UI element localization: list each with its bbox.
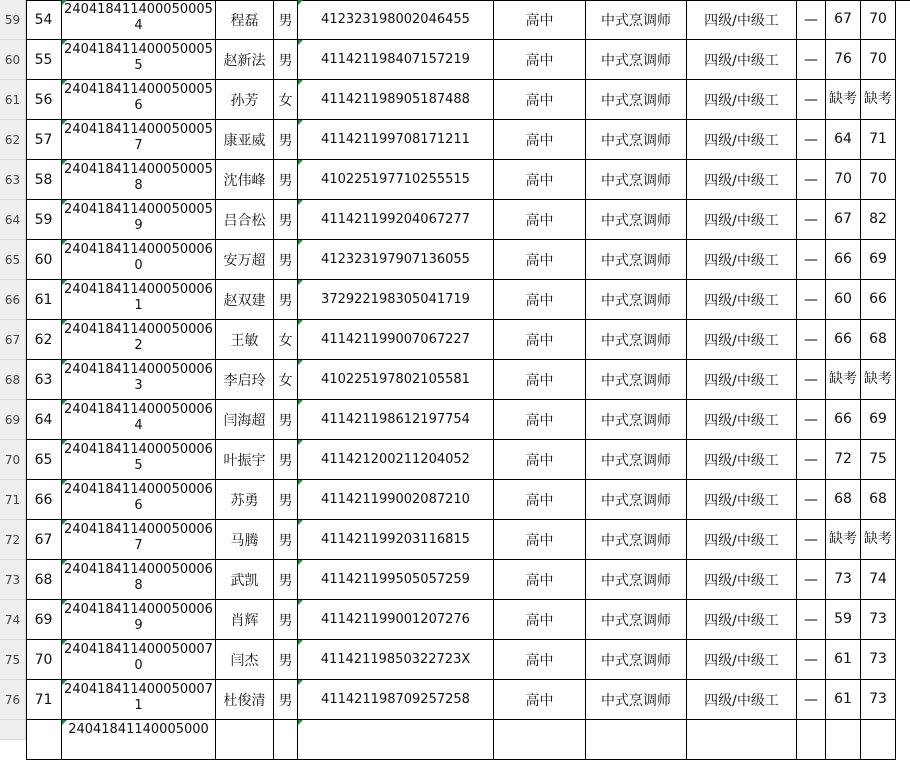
admission-no-cell[interactable]: 2404184114000500070 [62, 640, 216, 680]
gender-cell[interactable]: 男 [274, 0, 298, 40]
seq-cell[interactable]: 64 [26, 400, 62, 440]
theory-score-cell[interactable]: 64 [826, 120, 861, 160]
theory-score-cell[interactable]: 67 [826, 0, 861, 40]
occupation-cell[interactable]: 中式烹调师 [586, 240, 687, 280]
skill-score-cell[interactable]: 69 [861, 400, 896, 440]
theory-score-cell[interactable]: 70 [826, 160, 861, 200]
row-header[interactable] [0, 720, 26, 740]
gender-cell[interactable]: 男 [274, 560, 298, 600]
occupation-cell[interactable]: 中式烹调师 [586, 200, 687, 240]
id-number-cell[interactable]: 411421198905187488 [298, 80, 494, 120]
level-cell[interactable]: 四级/中级工 [687, 680, 797, 720]
dash-cell[interactable]: — [797, 0, 826, 40]
dash-cell[interactable]: — [797, 120, 826, 160]
education-cell[interactable]: 高中 [494, 560, 586, 600]
table-row [26, 240, 910, 280]
name-cell[interactable]: 苏勇 [216, 480, 274, 520]
row-header[interactable]: 62 [0, 120, 26, 160]
table-row [26, 440, 910, 480]
id-number-cell[interactable]: 411421199002087210 [298, 480, 494, 520]
seq-cell[interactable]: 62 [26, 320, 62, 360]
id-number-cell[interactable]: 411421198612197754 [298, 400, 494, 440]
occupation-cell[interactable]: 中式烹调师 [586, 280, 687, 320]
id-number-cell[interactable]: 411421198407157219 [298, 40, 494, 80]
level-cell[interactable]: 四级/中级工 [687, 80, 797, 120]
gender-cell[interactable]: 男 [274, 440, 298, 480]
name-cell[interactable]: 王敏 [216, 320, 274, 360]
id-number-cell[interactable]: 411421199505057259 [298, 560, 494, 600]
skill-score-cell[interactable]: 66 [861, 280, 896, 320]
skill-score-cell[interactable]: 70 [861, 40, 896, 80]
id-number-cell[interactable]: 411421198709257258 [298, 680, 494, 720]
dash-cell[interactable]: — [797, 360, 826, 400]
theory-score-cell[interactable]: 67 [826, 200, 861, 240]
table-row [26, 200, 910, 240]
occupation-cell[interactable]: 中式烹调师 [586, 320, 687, 360]
theory-score-cell[interactable]: 61 [826, 640, 861, 680]
gender-cell[interactable]: 男 [274, 680, 298, 720]
skill-score-cell[interactable]: 70 [861, 0, 896, 40]
gender-cell[interactable]: 男 [274, 520, 298, 560]
name-cell[interactable]: 叶振宇 [216, 440, 274, 480]
dash-cell[interactable]: — [797, 440, 826, 480]
name-cell[interactable]: 吕合松 [216, 200, 274, 240]
level-cell[interactable]: 四级/中级工 [687, 120, 797, 160]
skill-score-cell[interactable]: 74 [861, 560, 896, 600]
table-row [26, 0, 910, 40]
seq-cell[interactable]: 63 [26, 360, 62, 400]
theory-score-cell[interactable]: 缺考 [826, 520, 861, 560]
level-cell[interactable]: 四级/中级工 [687, 200, 797, 240]
skill-score-cell[interactable]: 68 [861, 320, 896, 360]
id-number-cell[interactable]: 411421199203116815 [298, 520, 494, 560]
dash-cell[interactable] [797, 720, 826, 760]
occupation-cell[interactable]: 中式烹调师 [586, 120, 687, 160]
gender-cell[interactable]: 男 [274, 640, 298, 680]
level-cell[interactable]: 四级/中级工 [687, 360, 797, 400]
row-header[interactable]: 76 [0, 680, 26, 720]
level-cell[interactable]: 四级/中级工 [687, 400, 797, 440]
level-cell[interactable]: 四级/中级工 [687, 40, 797, 80]
admission-no-cell[interactable]: 2404184114000500071 [62, 680, 216, 720]
seq-cell[interactable]: 58 [26, 160, 62, 200]
gender-cell[interactable]: 男 [274, 480, 298, 520]
table-row [26, 160, 910, 200]
name-cell[interactable]: 武凯 [216, 560, 274, 600]
gender-cell[interactable]: 男 [274, 160, 298, 200]
dash-cell[interactable]: — [797, 640, 826, 680]
row-header[interactable]: 64 [0, 200, 26, 240]
gender-cell[interactable]: 女 [274, 80, 298, 120]
id-number-cell[interactable] [298, 720, 494, 760]
name-cell[interactable]: 赵新法 [216, 40, 274, 80]
name-cell[interactable]: 肖辉 [216, 600, 274, 640]
name-cell[interactable]: 闫杰 [216, 640, 274, 680]
seq-cell[interactable]: 61 [26, 280, 62, 320]
row-header[interactable]: 60 [0, 40, 26, 80]
level-cell[interactable]: 四级/中级工 [687, 560, 797, 600]
skill-score-cell[interactable]: 缺考 [861, 80, 896, 120]
name-cell[interactable]: 马腾 [216, 520, 274, 560]
occupation-cell[interactable]: 中式烹调师 [586, 360, 687, 400]
education-cell[interactable]: 高中 [494, 80, 586, 120]
occupation-cell[interactable] [586, 720, 687, 760]
table-row [26, 360, 910, 400]
id-number-cell[interactable]: 410225197802105581 [298, 360, 494, 400]
occupation-cell[interactable]: 中式烹调师 [586, 440, 687, 480]
seq-cell[interactable]: 60 [26, 240, 62, 280]
table-row [26, 480, 910, 520]
education-cell[interactable]: 高中 [494, 240, 586, 280]
occupation-cell[interactable]: 中式烹调师 [586, 480, 687, 520]
education-cell[interactable]: 高中 [494, 440, 586, 480]
seq-cell[interactable]: 71 [26, 680, 62, 720]
admission-no-cell[interactable]: 2404184114000500060 [62, 240, 216, 280]
education-cell[interactable]: 高中 [494, 0, 586, 40]
table-row [26, 40, 910, 80]
skill-score-cell[interactable]: 73 [861, 680, 896, 720]
level-cell[interactable]: 四级/中级工 [687, 480, 797, 520]
theory-score-cell[interactable] [826, 720, 861, 760]
level-cell[interactable]: 四级/中级工 [687, 320, 797, 360]
dash-cell[interactable]: — [797, 280, 826, 320]
gender-cell[interactable]: 男 [274, 600, 298, 640]
row-header[interactable]: 66 [0, 280, 26, 320]
admission-no-cell[interactable]: 2404184114000500065 [62, 440, 216, 480]
row-header[interactable]: 74 [0, 600, 26, 640]
education-cell[interactable]: 高中 [494, 640, 586, 680]
table-row [26, 680, 910, 720]
dash-cell[interactable]: — [797, 200, 826, 240]
name-cell[interactable]: 安万超 [216, 240, 274, 280]
table-row [26, 600, 910, 640]
theory-score-cell[interactable]: 66 [826, 240, 861, 280]
id-number-cell[interactable]: 412323197907136055 [298, 240, 494, 280]
table-row [26, 80, 910, 120]
row-header[interactable]: 69 [0, 400, 26, 440]
seq-cell[interactable]: 54 [26, 0, 62, 40]
row-header[interactable]: 61 [0, 80, 26, 120]
gender-cell[interactable]: 男 [274, 240, 298, 280]
admission-no-cell[interactable]: 2404184114000500063 [62, 360, 216, 400]
id-number-cell[interactable]: 411421200211204052 [298, 440, 494, 480]
row-header[interactable]: 59 [0, 0, 26, 40]
admission-no-cell[interactable]: 2404184114000500066 [62, 480, 216, 520]
admission-no-cell[interactable]: 2404184114000500058 [62, 160, 216, 200]
gender-cell[interactable]: 男 [274, 280, 298, 320]
occupation-cell[interactable]: 中式烹调师 [586, 680, 687, 720]
admission-no-cell[interactable]: 2404184114000500062 [62, 320, 216, 360]
dash-cell[interactable]: — [797, 520, 826, 560]
level-cell[interactable] [687, 720, 797, 760]
id-number-cell[interactable]: 412323198002046455 [298, 0, 494, 40]
occupation-cell[interactable]: 中式烹调师 [586, 400, 687, 440]
id-number-cell[interactable]: 410225197710255515 [298, 160, 494, 200]
gender-cell[interactable]: 男 [274, 120, 298, 160]
skill-score-cell[interactable]: 75 [861, 440, 896, 480]
theory-score-cell[interactable]: 缺考 [826, 360, 861, 400]
occupation-cell[interactable]: 中式烹调师 [586, 40, 687, 80]
level-cell[interactable]: 四级/中级工 [687, 640, 797, 680]
admission-no-cell[interactable]: 2404184114000500068 [62, 560, 216, 600]
education-cell[interactable]: 高中 [494, 40, 586, 80]
admission-no-cell[interactable]: 2404184114000500061 [62, 280, 216, 320]
occupation-cell[interactable]: 中式烹调师 [586, 600, 687, 640]
gender-cell[interactable]: 女 [274, 320, 298, 360]
gender-cell[interactable]: 男 [274, 40, 298, 80]
occupation-cell[interactable]: 中式烹调师 [586, 640, 687, 680]
skill-score-cell[interactable]: 82 [861, 200, 896, 240]
dash-cell[interactable]: — [797, 240, 826, 280]
id-number-cell[interactable]: 411421199001207276 [298, 600, 494, 640]
level-cell[interactable]: 四级/中级工 [687, 600, 797, 640]
row-header[interactable]: 70 [0, 440, 26, 480]
gender-cell[interactable]: 男 [274, 400, 298, 440]
education-cell[interactable]: 高中 [494, 120, 586, 160]
theory-score-cell[interactable]: 61 [826, 680, 861, 720]
skill-score-cell[interactable]: 69 [861, 240, 896, 280]
skill-score-cell[interactable]: 68 [861, 480, 896, 520]
id-number-cell[interactable]: 372922198305041719 [298, 280, 494, 320]
occupation-cell[interactable]: 中式烹调师 [586, 560, 687, 600]
name-cell[interactable]: 闫海超 [216, 400, 274, 440]
education-cell[interactable]: 高中 [494, 360, 586, 400]
name-cell[interactable]: 沈伟峰 [216, 160, 274, 200]
id-number-cell[interactable]: 411421199708171211 [298, 120, 494, 160]
skill-score-cell[interactable]: 73 [861, 600, 896, 640]
admission-no-cell[interactable]: 2404184114000500057 [62, 120, 216, 160]
seq-cell[interactable] [26, 720, 62, 760]
education-cell[interactable]: 高中 [494, 400, 586, 440]
name-cell[interactable] [216, 720, 274, 760]
name-cell[interactable]: 孙芳 [216, 80, 274, 120]
education-cell[interactable]: 高中 [494, 600, 586, 640]
level-cell[interactable]: 四级/中级工 [687, 240, 797, 280]
admission-no-cell[interactable]: 2404184114000500069 [62, 600, 216, 640]
gender-cell[interactable]: 女 [274, 360, 298, 400]
theory-score-cell[interactable]: 66 [826, 400, 861, 440]
table-row [26, 560, 910, 600]
seq-cell[interactable]: 68 [26, 560, 62, 600]
occupation-cell[interactable]: 中式烹调师 [586, 160, 687, 200]
id-number-cell[interactable]: 411421199204067277 [298, 200, 494, 240]
gender-cell[interactable] [274, 720, 298, 760]
dash-cell[interactable]: — [797, 480, 826, 520]
theory-score-cell[interactable]: 缺考 [826, 80, 861, 120]
education-cell[interactable]: 高中 [494, 200, 586, 240]
skill-score-cell[interactable]: 73 [861, 640, 896, 680]
table-row [26, 520, 910, 560]
skill-score-cell[interactable]: 缺考 [861, 360, 896, 400]
occupation-cell[interactable]: 中式烹调师 [586, 0, 687, 40]
row-header[interactable]: 65 [0, 240, 26, 280]
row-header[interactable]: 71 [0, 480, 26, 520]
education-cell[interactable]: 高中 [494, 280, 586, 320]
name-cell[interactable]: 李启玲 [216, 360, 274, 400]
dash-cell[interactable]: — [797, 160, 826, 200]
id-number-cell[interactable]: 411421199007067227 [298, 320, 494, 360]
seq-cell[interactable]: 69 [26, 600, 62, 640]
theory-score-cell[interactable]: 76 [826, 40, 861, 80]
admission-no-cell[interactable]: 2404184114000500067 [62, 520, 216, 560]
seq-cell[interactable]: 56 [26, 80, 62, 120]
seq-cell[interactable]: 55 [26, 40, 62, 80]
dash-cell[interactable]: — [797, 80, 826, 120]
name-cell[interactable]: 杜俊清 [216, 680, 274, 720]
admission-no-cell[interactable]: 2404184114000500054 [62, 0, 216, 40]
id-number-cell[interactable]: 41142119850322723X [298, 640, 494, 680]
theory-score-cell[interactable]: 72 [826, 440, 861, 480]
education-cell[interactable]: 高中 [494, 320, 586, 360]
table-row [26, 640, 910, 680]
row-header[interactable]: 68 [0, 360, 26, 400]
cell-border [26, 720, 27, 760]
seq-cell[interactable]: 66 [26, 480, 62, 520]
level-cell[interactable]: 四级/中级工 [687, 520, 797, 560]
theory-score-cell[interactable]: 73 [826, 560, 861, 600]
dash-cell[interactable]: — [797, 320, 826, 360]
table-row [26, 280, 910, 320]
table-row [26, 120, 910, 160]
skill-score-cell[interactable]: 70 [861, 160, 896, 200]
seq-cell[interactable]: 70 [26, 640, 62, 680]
admission-no-cell[interactable]: 2404184114000500056 [62, 80, 216, 120]
dash-cell[interactable]: — [797, 560, 826, 600]
dash-cell[interactable]: — [797, 400, 826, 440]
level-cell[interactable]: 四级/中级工 [687, 280, 797, 320]
table-row-partial [26, 720, 910, 760]
theory-score-cell[interactable]: 60 [826, 280, 861, 320]
theory-score-cell[interactable]: 59 [826, 600, 861, 640]
theory-score-cell[interactable]: 68 [826, 480, 861, 520]
skill-score-cell[interactable]: 71 [861, 120, 896, 160]
education-cell[interactable] [494, 720, 586, 760]
name-cell[interactable]: 赵双建 [216, 280, 274, 320]
skill-score-cell[interactable]: 缺考 [861, 520, 896, 560]
education-cell[interactable]: 高中 [494, 520, 586, 560]
seq-cell[interactable]: 59 [26, 200, 62, 240]
name-cell[interactable]: 康亚威 [216, 120, 274, 160]
row-header[interactable]: 75 [0, 640, 26, 680]
level-cell[interactable]: 四级/中级工 [687, 440, 797, 480]
skill-score-cell[interactable] [861, 720, 896, 760]
admission-no-cell[interactable]: 24041841140005000 [62, 720, 216, 760]
occupation-cell[interactable]: 中式烹调师 [586, 520, 687, 560]
seq-cell[interactable]: 67 [26, 520, 62, 560]
gender-cell[interactable]: 男 [274, 200, 298, 240]
level-cell[interactable]: 四级/中级工 [687, 0, 797, 40]
occupation-cell[interactable]: 中式烹调师 [586, 80, 687, 120]
seq-cell[interactable]: 57 [26, 120, 62, 160]
level-cell[interactable]: 四级/中级工 [687, 160, 797, 200]
name-cell[interactable]: 程磊 [216, 0, 274, 40]
admission-no-cell[interactable]: 2404184114000500064 [62, 400, 216, 440]
dash-cell[interactable]: — [797, 40, 826, 80]
table-row [26, 320, 910, 360]
table-row [26, 400, 910, 440]
row-header[interactable]: 67 [0, 320, 26, 360]
row-header[interactable]: 72 [0, 520, 26, 560]
theory-score-cell[interactable]: 66 [826, 320, 861, 360]
education-cell[interactable]: 高中 [494, 680, 586, 720]
row-header[interactable]: 63 [0, 160, 26, 200]
education-cell[interactable]: 高中 [494, 480, 586, 520]
admission-no-cell[interactable]: 2404184114000500059 [62, 200, 216, 240]
row-header[interactable]: 73 [0, 560, 26, 600]
education-cell[interactable]: 高中 [494, 160, 586, 200]
seq-cell[interactable]: 65 [26, 440, 62, 480]
dash-cell[interactable]: — [797, 600, 826, 640]
dash-cell[interactable]: — [797, 680, 826, 720]
admission-no-cell[interactable]: 2404184114000500055 [62, 40, 216, 80]
